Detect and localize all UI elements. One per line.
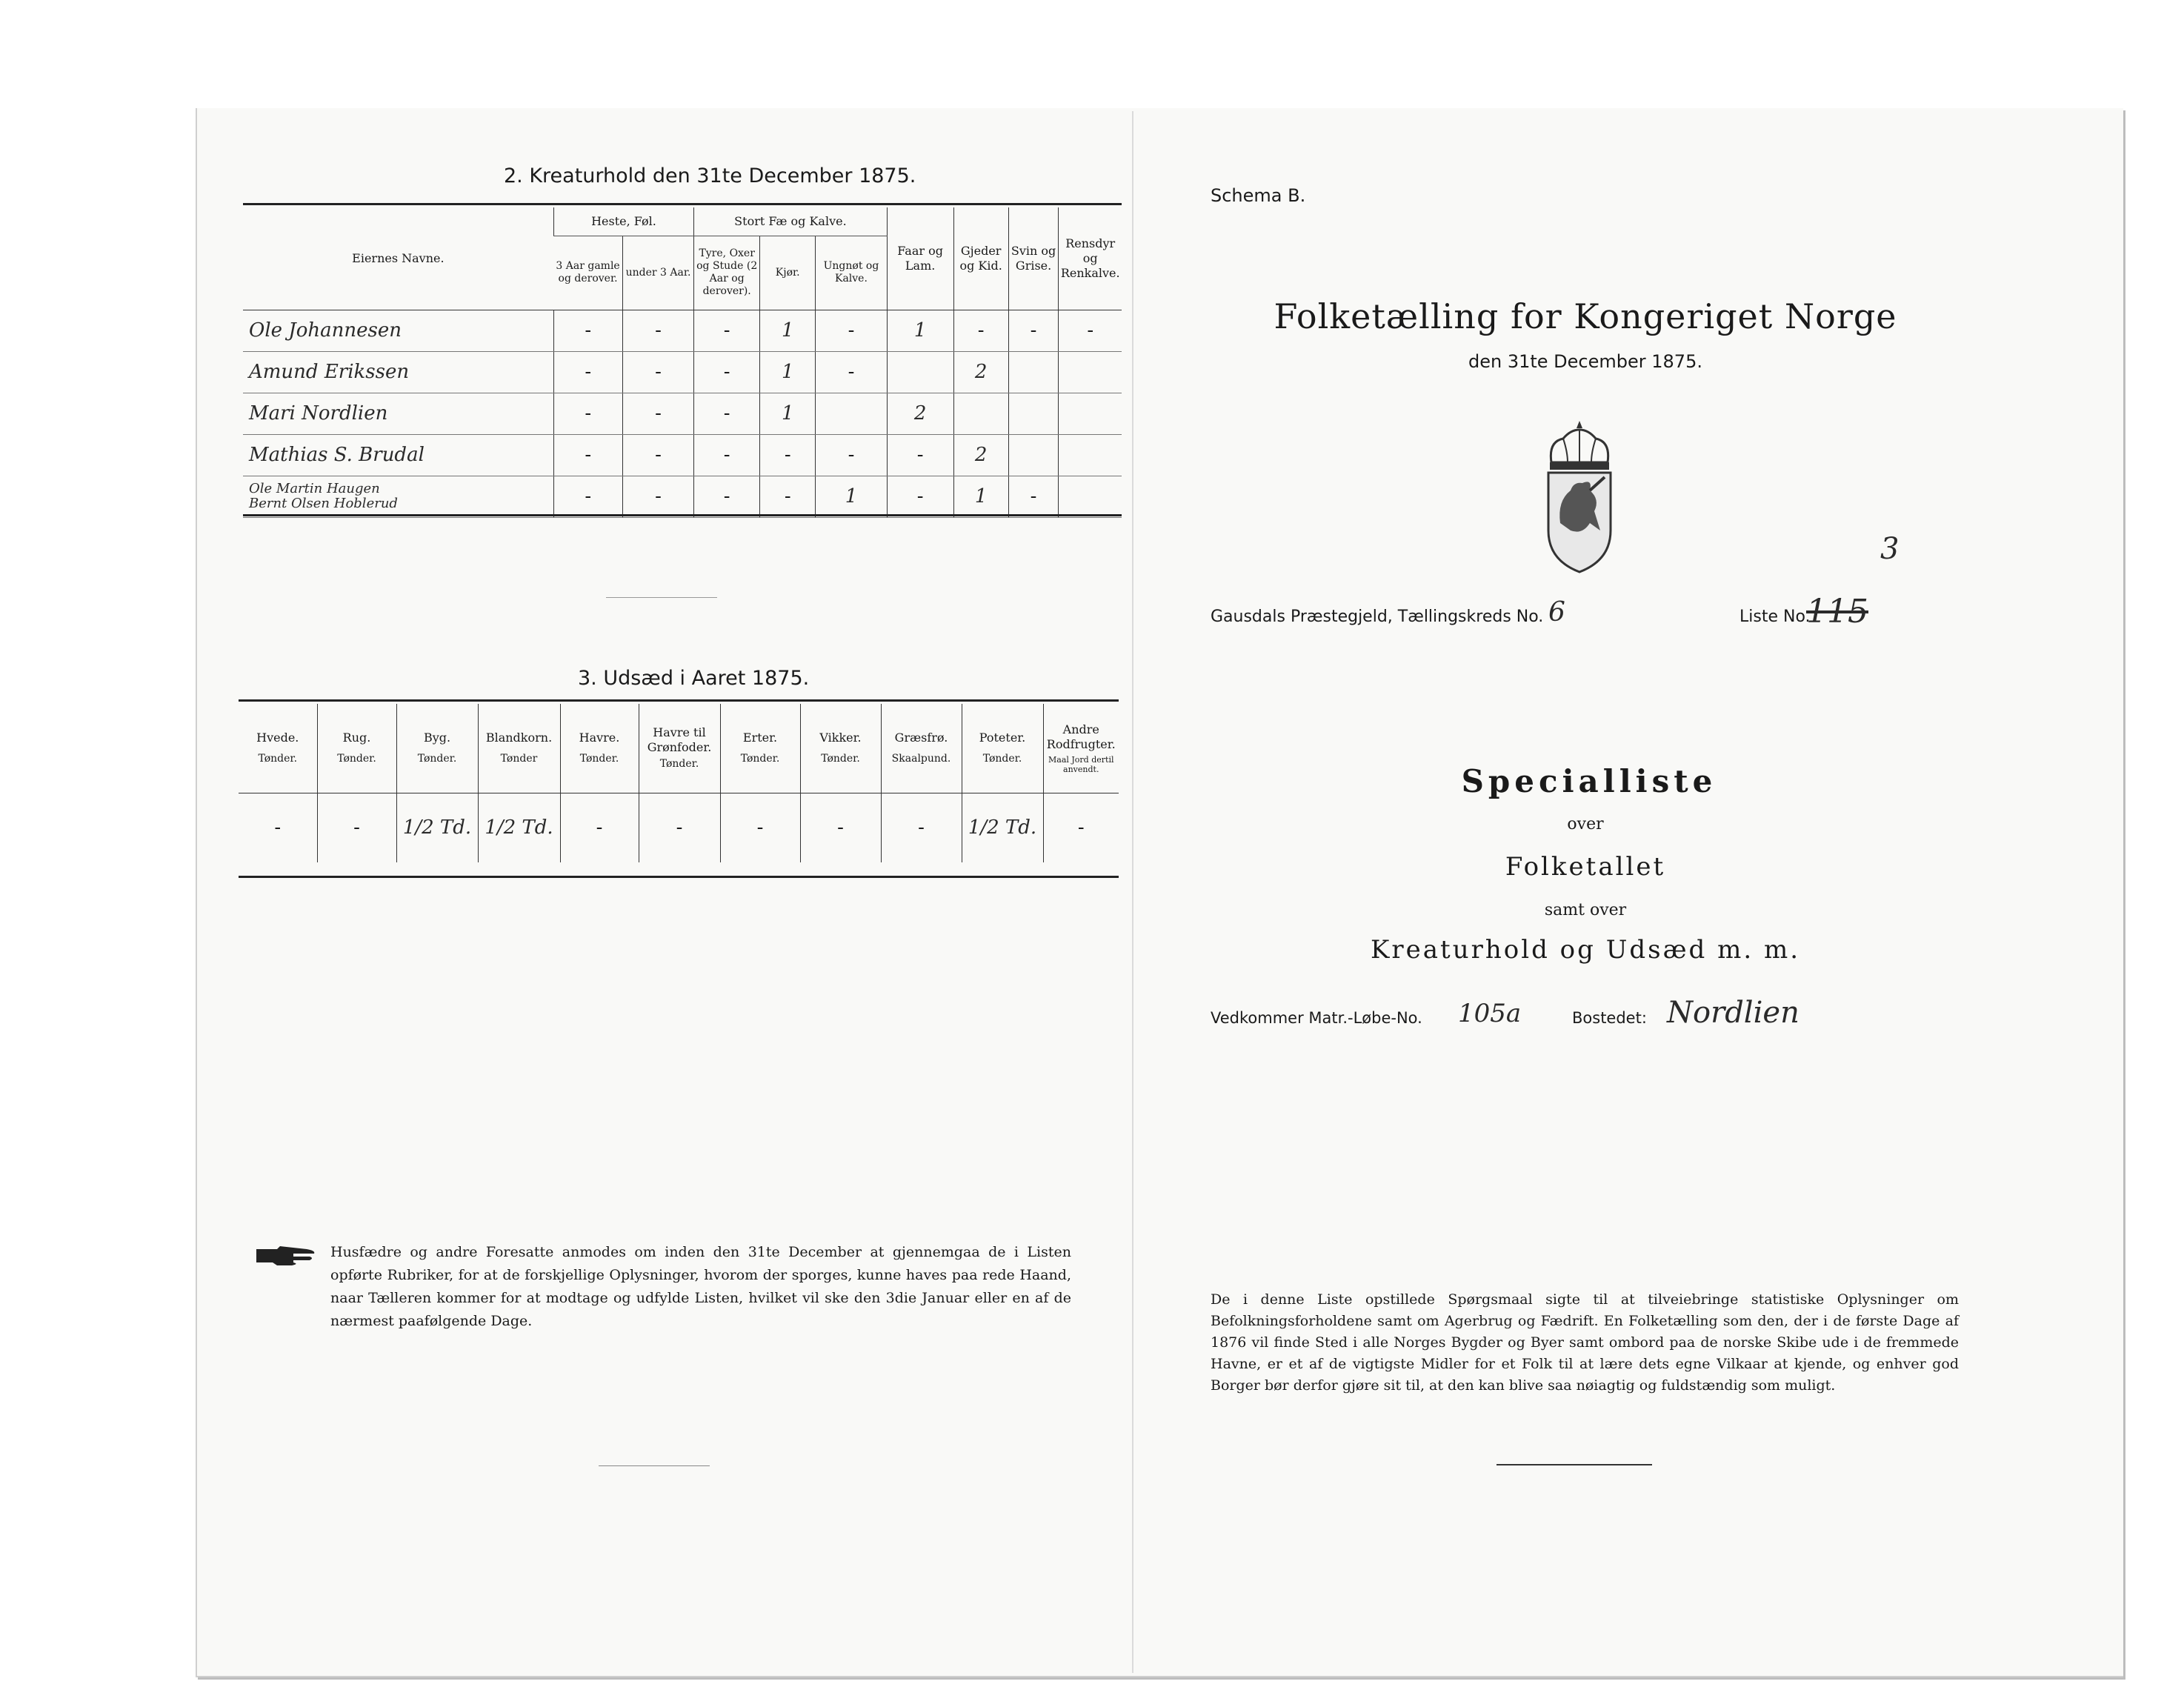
col-gjeder: Gjeder og Kid. (953, 207, 1008, 310)
group-heste: Heste, Føl. (553, 207, 693, 236)
bosted-value: Nordlien (1667, 996, 1800, 1030)
schema-label: Schema B. (1211, 185, 1306, 206)
col-heste-young: under 3 Aar. (622, 236, 693, 310)
cell: - (553, 476, 622, 517)
matr-label: Vedkommer Matr.-Løbe-No. (1211, 1009, 1422, 1027)
table-row (243, 351, 1122, 393)
page-fold (1132, 111, 1133, 1673)
cell: 1 (760, 393, 816, 434)
col-byg: Byg. Tønder. (396, 704, 478, 793)
col-heste-old: 3 Aar gamle og derover. (553, 236, 622, 310)
cell: - (694, 476, 760, 517)
col-havre-gronfoder: Havre til Grønfoder. Tønder. (639, 704, 720, 793)
cell: 1 (887, 310, 953, 351)
section3-title: 3. Udsæd i Aaret 1875. (578, 667, 810, 690)
cell: - (622, 393, 693, 434)
cell: - (760, 434, 816, 476)
cell (1059, 351, 1122, 393)
col-rug: Rug. Tønder. (317, 704, 396, 793)
cell: - (317, 793, 396, 862)
cell: 1 (760, 351, 816, 393)
col-kjor: Kjør. (760, 236, 816, 310)
cell: - (1059, 310, 1122, 351)
cell: - (553, 351, 622, 393)
owner-name: Mari Nordlien (243, 393, 553, 434)
cell: - (887, 434, 953, 476)
kreaturhold-heading: Kreaturhold og Udsæd m. m. (1370, 935, 1800, 965)
cell: 1/2 Td. (962, 793, 1043, 862)
specialliste-heading: Specialliste (1461, 763, 1717, 799)
cell: - (622, 310, 693, 351)
cell: - (816, 351, 887, 393)
liste-no: 115 (1806, 593, 1868, 630)
cell: - (953, 310, 1008, 351)
owner-name-2: Bernt Olsen Hoblerud (249, 496, 398, 511)
col-blandkorn: Blandkorn. Tønder (478, 704, 560, 793)
col-vikker: Vikker. Tønder. (800, 704, 881, 793)
cell: 2 (887, 393, 953, 434)
col-svin: Svin og Grise. (1008, 207, 1059, 310)
cell: - (622, 476, 693, 517)
section2-title: 2. Kreaturhold den 31te December 1875. (504, 164, 916, 187)
cell: - (694, 434, 760, 476)
cell: - (887, 476, 953, 517)
cell: - (694, 310, 760, 351)
cell (1059, 393, 1122, 434)
owner-name: Ole Johannesen (243, 310, 553, 351)
col-andre-rodfrugter: Andre Rodfrugter. Maal Jord dertil anvendt. (1043, 704, 1119, 793)
cell: - (720, 793, 800, 862)
cell: - (760, 476, 816, 517)
over-label: over (1567, 815, 1604, 833)
kreaturhold-table (243, 207, 1122, 518)
col-tyre: Tyre, Oxer og Stude (2 Aar og derover). (694, 236, 760, 310)
cell: - (1043, 793, 1119, 862)
footer-text: De i denne Liste opstillede Spørgsmaal sigte til at tilveiebringe statistiske Oplysninger om Befolkningsforholdene samt om Agerbrug og Fædrift. En Folketælling som den, der i de første Dage af 1876 vil finde Sted i alle Norges Bygder og Byer samt ombord paa de norske Skibe ude i de fremmede Havne, er et af de vigtigste Midler for et Folk til at lære dets egne Vilkaar at kjende, og enhver god Borger bør derfor gjøre sit til, at den kan blive saa nøiagtig og fuldstændig som muligt. (1211, 1291, 1959, 1394)
table-row (243, 434, 1122, 476)
cell (1008, 434, 1059, 476)
table-row (243, 393, 1122, 434)
form-date: den 31te December 1875. (1468, 351, 1702, 372)
folketallet-heading: Folketallet (1505, 852, 1666, 882)
col-faar: Faar og Lam. (887, 207, 953, 310)
owner-name: Amund Erikssen (243, 351, 553, 393)
table-row (239, 793, 1119, 862)
cell: 1/2 Td. (478, 793, 560, 862)
cell: - (639, 793, 720, 862)
cell: - (800, 793, 881, 862)
cell (816, 393, 887, 434)
col-rensdyr: Rensdyr og Renkalve. (1059, 207, 1122, 310)
cell (887, 351, 953, 393)
col-havre: Havre. Tønder. (560, 704, 639, 793)
pointing-hand-icon (255, 1245, 317, 1267)
cell: 1 (816, 476, 887, 517)
table-row (243, 310, 1122, 351)
cell (1059, 434, 1122, 476)
cell (1059, 476, 1122, 517)
cell: - (553, 434, 622, 476)
cell: 1/2 Td. (396, 793, 478, 862)
matr-no: 105a (1458, 999, 1522, 1028)
col-owner: Eiernes Navne. (243, 207, 553, 310)
cell: - (694, 393, 760, 434)
cell: - (560, 793, 639, 862)
cell: - (553, 310, 622, 351)
col-graesfro: Græsfrø. Skaalpund. (881, 704, 962, 793)
table-row (243, 476, 1122, 517)
cell: 2 (953, 351, 1008, 393)
parish-label: Gausdals Præstegjeld, Tællingskreds No. (1211, 608, 1544, 626)
notice-text: Husfædre og andre Foresatte anmodes om inden den 31te December at gjennemgaa de i Listen opførte Rubriker, for at de forskjellige Oplysninger, hvorom der sporges, kunne haves paa rede Haand, naar Tælleren kommer for at modtage og udfylde Listen, hvilket vil ske den 3die Januar eller en af de nærmest paafølgende Dage. (330, 1244, 1071, 1329)
bosted-label: Bostedet: (1572, 1009, 1647, 1027)
cell: 2 (953, 434, 1008, 476)
cell: - (1008, 476, 1059, 517)
owner-name-1: Ole Martin Haugen (249, 481, 380, 497)
form-title: Folketælling for Kongeriget Norge (1274, 296, 1897, 336)
cell: 1 (953, 476, 1008, 517)
cell: - (622, 434, 693, 476)
col-ungnot: Ungnøt og Kalve. (816, 236, 887, 310)
krets-no: 6 (1548, 597, 1565, 628)
owner-name (243, 476, 553, 517)
cell: - (274, 816, 282, 839)
liste-label: Liste No. (1739, 608, 1811, 626)
cell (953, 393, 1008, 434)
owner-name: Mathias S. Brudal (243, 434, 553, 476)
cell: 1 (760, 310, 816, 351)
cell: - (816, 434, 887, 476)
group-stort-fae: Stort Fæ og Kalve. (694, 207, 887, 236)
udsaed-table (239, 704, 1119, 862)
cell: - (1008, 310, 1059, 351)
coat-of-arms-icon (1538, 419, 1621, 575)
cell: - (622, 351, 693, 393)
col-poteter: Poteter. Tønder. (962, 704, 1043, 793)
cell: - (816, 310, 887, 351)
cell (1008, 351, 1059, 393)
cell (1008, 393, 1059, 434)
liste-no-superscript: 3 (1880, 532, 1900, 566)
cell: - (881, 793, 962, 862)
col-hvede: Hvede. Tønder. (239, 704, 317, 793)
cell: - (694, 351, 760, 393)
samt-over-label: samt over (1544, 901, 1627, 919)
cell: - (553, 393, 622, 434)
col-erter: Erter. Tønder. (720, 704, 800, 793)
